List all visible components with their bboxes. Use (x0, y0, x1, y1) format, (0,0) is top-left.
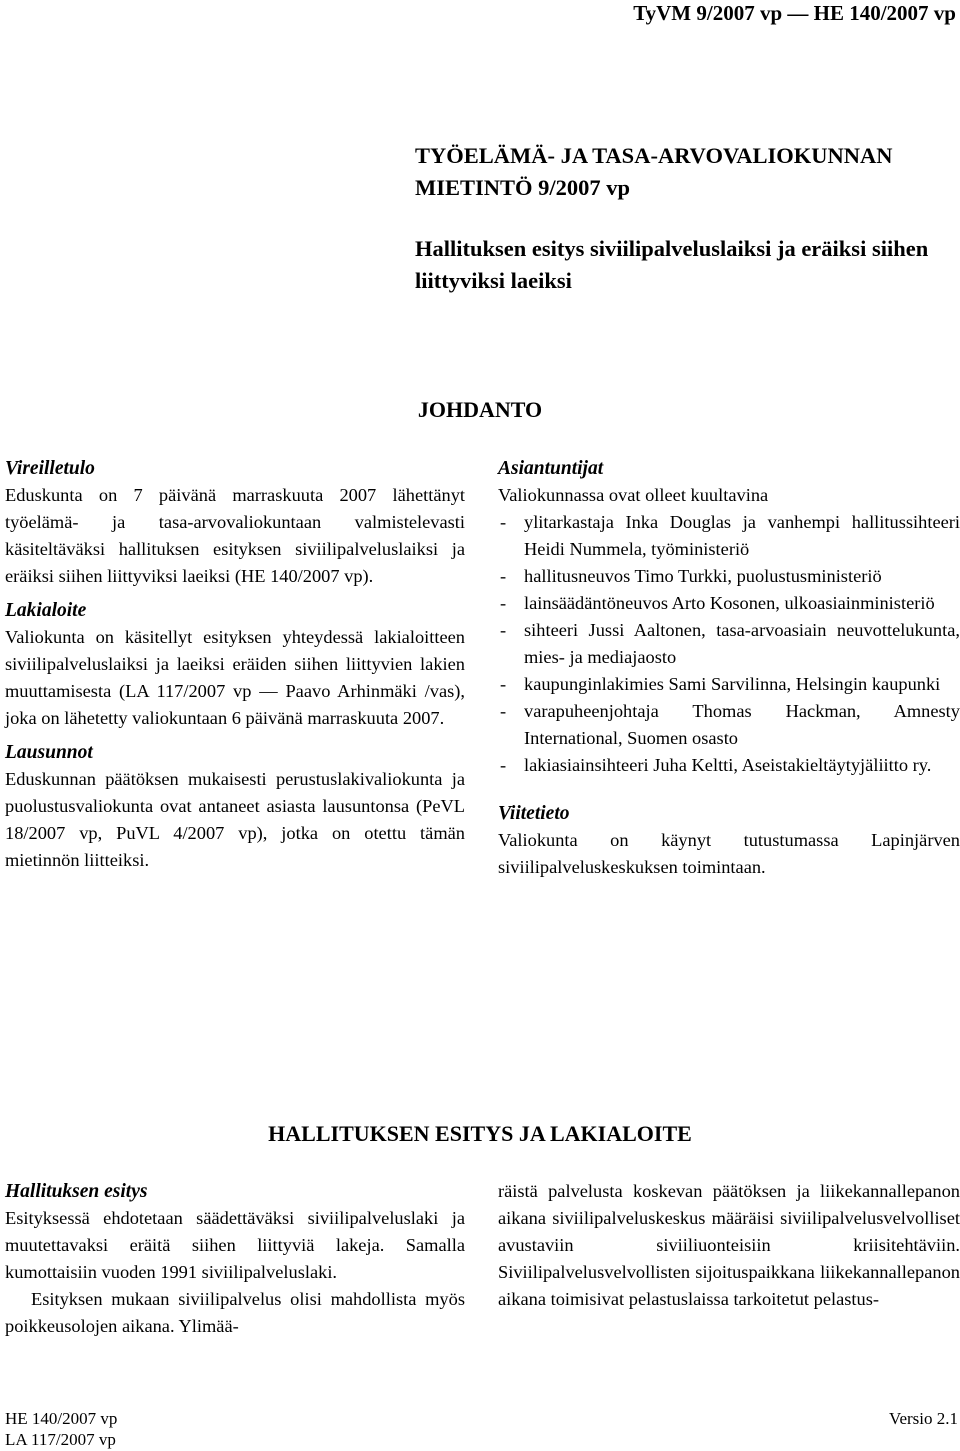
lakialoite-text: Valiokunta on käsitellyt esityksen yhteydessä lakialoitteen siviilipalveluslaiksi ja laeiksi eräiden siihen liittyvien lakien muuttamisesta (LA 117/2007 vp — Paavo Arhinmäki /vas), joka on lähetetty valiokuntaan 6 päivänä marraskuuta 2007. (5, 627, 465, 728)
johdanto-left-column (5, 455, 465, 881)
footer-document-ids (5, 1408, 117, 1450)
subheading-vireilletulo: Vireilletulo (5, 458, 95, 479)
expert-item: - ylitarkastaja Inka Douglas ja vanhempi hallitussihteeri Heidi Nummela, työministeriö (498, 509, 960, 563)
hallituksen-esitys-para-1: Esityksessä ehdotetaan säädettäväksi siviilipalveluslaki ja muutettavaksi eräitä siihen liittyviä lakeja. Samalla kumottaisiin vuoden 1991 siviilipalveluslaki. (5, 1208, 465, 1282)
expert-item: - varapuheenjohtaja Thomas Hackman, Amnesty International, Suomen osasto (498, 698, 960, 752)
section-heading-johdanto: JOHDANTO (417, 397, 543, 422)
vireilletulo-text: Eduskunta on 7 päivänä marraskuuta 2007 lähettänyt työelämä- ja tasa-arvovaliokuntaan valmistelevasti käsiteltäväksi hallituksen esityksen siviilipalveluslaiksi ja eräiksi siihen liittyviksi laeiksi (HE 140/2007 vp). (5, 485, 465, 586)
asiantuntijat-intro: Valiokunnassa ovat olleet kuultavina (498, 485, 769, 505)
footer-version: Versio 2.1 (889, 1409, 958, 1428)
viitetieto-text: Valiokunta on käynyt tutustumassa Lapinjärven siviilipalveluskeskuksen toimintaan. (498, 830, 960, 877)
hallituksen-esitys-para-3: räistä palvelusta koskevan päätöksen ja liikekannallepanon aikana siviilipalveluskeskus määräisi siviilipalvelusvelvolliset avustaviin siviiliuonteisiin kriisitehtäviin. Siviilipalvelusvelvollisten sijoituspaikkana liikekannallepanon aikana toimisivat pelastuslaissa tarkoitetut pelastus- (498, 1181, 960, 1309)
expert-item: - hallitusneuvos Timo Turkki, puolustusministeriö (498, 563, 960, 590)
expert-item: - lainsäädäntöneuvos Arto Kosonen, ulkoasiainministeriö (498, 590, 960, 617)
hallituksen-esitys-left-column (5, 1178, 465, 1347)
subheading-lausunnot: Lausunnot (5, 742, 93, 763)
subheading-hallituksen-esitys: Hallituksen esitys (5, 1181, 148, 1202)
report-title: TYÖELÄMÄ- JA TASA-ARVOVALIOKUNNAN MIETINTÖ 9/2007 vp (415, 143, 893, 200)
expert-item: - lakiasiainsihteeri Juha Keltti, Aseistakieltäytyjäliitto ry. (498, 752, 960, 779)
footer-he-id: HE 140/2007 vp (5, 1409, 118, 1428)
footer-la-id: LA 117/2007 vp (5, 1430, 116, 1449)
hallituksen-esitys-right-column (498, 1178, 960, 1320)
subheading-viitetieto: Viitetieto (498, 803, 570, 824)
expert-list (498, 509, 960, 779)
expert-item: - kaupunginlakimies Sami Sarvilinna, Helsingin kaupunki (498, 671, 960, 698)
subheading-asiantuntijat: Asiantuntijat (498, 458, 604, 479)
expert-item: - sihteeri Jussi Aaltonen, tasa-arvoasiain neuvottelukunta, mies- ja mediajaosto (498, 617, 960, 671)
report-subtitle: Hallituksen esitys siviilipalveluslaiksi ja eräiksi siihen liittyviksi laeiksi (415, 236, 929, 293)
lausunnot-text: Eduskunnan päätöksen mukaisesti perustuslakivaliokunta ja puolustusvaliokunta ovat antaneet asiasta lausuntonsa (PeVL 18/2007 vp, PuVL 4/2007 vp), jotka on otettu tämän mietinnön liitteiksi. (5, 769, 465, 870)
hallituksen-esitys-para-2: Esityksen mukaan siviilipalvelus olisi mahdollista myös poikkeusolojen aikana. Ylimää- (5, 1289, 465, 1336)
subheading-lakialoite: Lakialoite (5, 600, 87, 621)
johdanto-right-column (498, 455, 960, 888)
section-heading-hallituksen-esitys-ja-lakialoite: HALLITUKSEN ESITYS JA LAKIALOITE (268, 1121, 692, 1146)
running-header: TyVM 9/2007 vp — HE 140/2007 vp (633, 1, 956, 25)
